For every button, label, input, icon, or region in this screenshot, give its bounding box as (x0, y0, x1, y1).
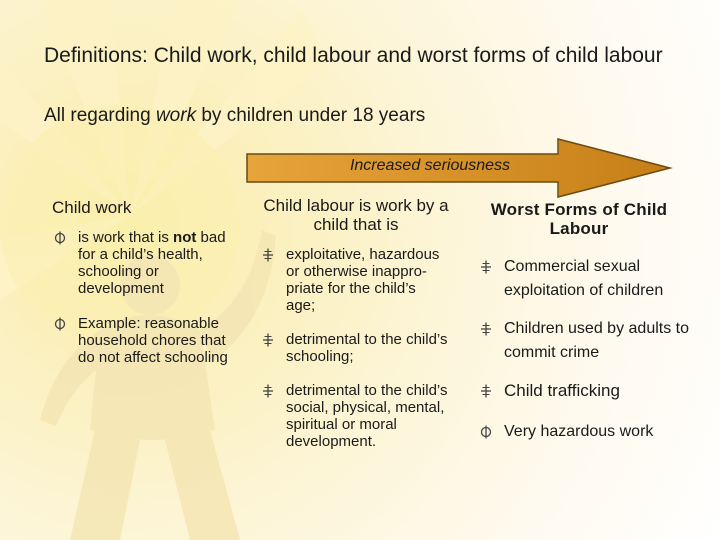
page-subtitle (44, 104, 425, 128)
cross-bar-icon (480, 384, 492, 398)
child-labour-heading (258, 196, 454, 234)
item-text-before: is work that is (78, 229, 174, 246)
item-text: detrimental to the child’s social, physical, mental, spiritual or moral development. (286, 382, 448, 450)
subtitle-prefix: All regarding (44, 105, 156, 126)
list-item (262, 331, 448, 365)
list-item (262, 382, 448, 450)
list-item (262, 246, 448, 314)
heading-rest: is work by a child that is (313, 196, 449, 234)
list-item (480, 420, 700, 444)
list-item (480, 317, 700, 365)
page-title: Definitions: Child work, child labour and worst forms of child labour (44, 44, 663, 67)
item-text-strong: not (173, 229, 197, 246)
list-item (54, 229, 244, 297)
item-text: detrimental to the child’s schooling; (286, 331, 448, 365)
cross-bar-icon (262, 384, 274, 398)
child-work-heading: Child work (52, 198, 132, 217)
subtitle-emphasis: work (155, 105, 197, 126)
cross-bar-icon (262, 248, 274, 262)
arrow-label: Increased seriousness (349, 157, 511, 174)
child-labour-list (262, 246, 448, 467)
circle-vertical-bar-icon (54, 231, 66, 245)
list-item (480, 379, 700, 403)
item-text-after: bad for a child’s health, schooling or development (78, 229, 226, 297)
worst-forms-heading: Worst Forms of Child Labour (490, 200, 668, 238)
heading-strong: Child labour (263, 196, 355, 215)
circle-vertical-bar-icon (480, 425, 492, 439)
item-text: Very hazardous work (504, 423, 654, 440)
subtitle-suffix: by children under 18 years (196, 105, 426, 126)
worst-forms-list (480, 255, 700, 458)
cross-bar-icon (480, 322, 492, 336)
list-item (54, 315, 244, 366)
item-text: Child trafficking (504, 381, 620, 400)
item-text: Example: reasonable household chores that do not affect schooling (78, 315, 228, 366)
circle-vertical-bar-icon (54, 317, 66, 331)
list-item (480, 255, 700, 303)
cross-bar-icon (480, 260, 492, 274)
item-text: exploitative, hazardous or otherwise inappro-priate for the child’s age; (286, 246, 440, 314)
item-text: Children used by adults to commit crime (504, 320, 689, 361)
item-text: Commercial sexual exploitation of children (504, 258, 664, 299)
child-work-list (54, 229, 244, 384)
cross-bar-icon (262, 333, 274, 347)
